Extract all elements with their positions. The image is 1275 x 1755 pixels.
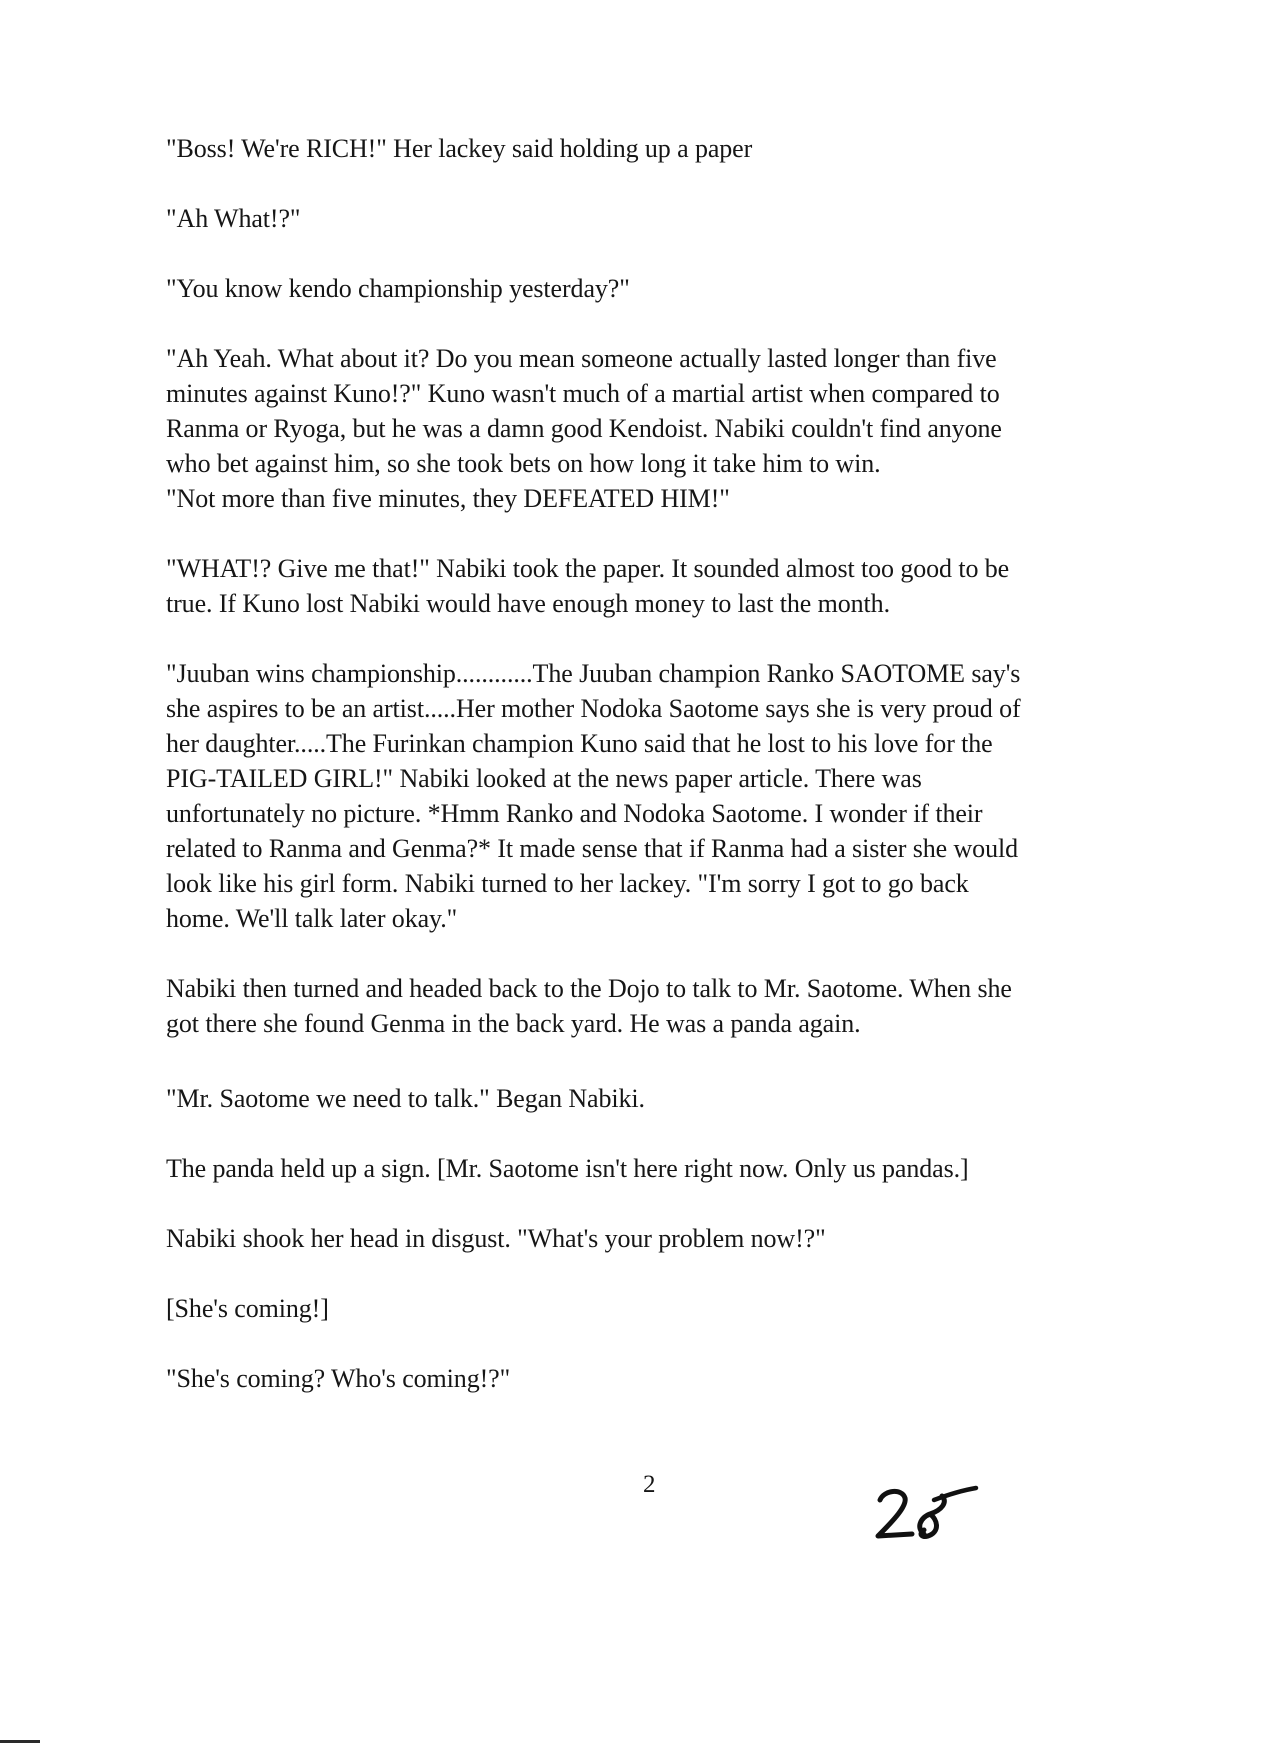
paragraph [166, 271, 1126, 306]
paragraph [166, 341, 1126, 516]
paragraph [166, 1151, 1126, 1186]
text-line: PIG-TAILED GIRL!" Nabiki looked at the news paper article. There was [166, 764, 922, 793]
text-line: The panda held up a sign. [Mr. Saotome isn't here right now. Only us pandas.] [166, 1154, 969, 1183]
text-line: "Boss! We're RICH!" Her lackey said holding up a paper [166, 134, 753, 163]
text-line: got there she found Genma in the back yard. He was a panda again. [166, 1009, 861, 1038]
paragraph [166, 1361, 1126, 1396]
text-line: Nabiki shook her head in disgust. "What's your problem now!?" [166, 1224, 826, 1253]
paragraph [166, 1291, 1126, 1326]
text-line: [She's coming!] [166, 1294, 329, 1323]
text-line: "Mr. Saotome we need to talk." Began Nabiki. [166, 1084, 645, 1113]
text-line: true. If Kuno lost Nabiki would have enough money to last the month. [166, 589, 890, 618]
paragraph [166, 201, 1126, 236]
text-line: look like his girl form. Nabiki turned to her lackey. "I'm sorry I got to go back [166, 869, 969, 898]
page-number: 2 [643, 1471, 656, 1498]
text-line: home. We'll talk later okay." [166, 904, 458, 933]
text-line: "Not more than five minutes, they DEFEATED HIM!" [166, 484, 730, 513]
paragraph [166, 131, 1126, 166]
text-line: her daughter.....The Furinkan champion Kuno said that he lost to his love for the [166, 729, 993, 758]
paragraph [166, 1081, 1126, 1116]
text-line: who bet against him, so she took bets on how long it take him to win. [166, 449, 881, 478]
scan-edge-mark [0, 1740, 40, 1743]
text-line: related to Ranma and Genma?* It made sense that if Ranma had a sister she would [166, 834, 1018, 863]
text-line: "You know kendo championship yesterday?" [166, 274, 630, 303]
text-line: Ranma or Ryoga, but he was a damn good Kendoist. Nabiki couldn't find anyone [166, 414, 1002, 443]
handwritten-page-number [872, 1484, 982, 1544]
text-line: Nabiki then turned and headed back to the Dojo to talk to Mr. Saotome. When she [166, 974, 1012, 1003]
text-line: minutes against Kuno!?" Kuno wasn't much of a martial artist when compared to [166, 379, 1000, 408]
paragraph [166, 1221, 1126, 1256]
text-line: "Juuban wins championship............The Juuban champion Ranko SAOTOME say's [166, 659, 1021, 688]
text-line: unfortunately no picture. *Hmm Ranko and Nodoka Saotome. I wonder if their [166, 799, 983, 828]
text-line: "Ah Yeah. What about it? Do you mean someone actually lasted longer than five [166, 344, 997, 373]
text-line: "She's coming? Who's coming!?" [166, 1364, 511, 1393]
text-line: "Ah What!?" [166, 204, 301, 233]
text-line: "WHAT!? Give me that!" Nabiki took the paper. It sounded almost too good to be [166, 554, 1010, 583]
paragraph [166, 656, 1126, 936]
text-line: she aspires to be an artist.....Her mother Nodoka Saotome says she is very proud of [166, 694, 1021, 723]
paragraph [166, 971, 1126, 1041]
paragraph [166, 551, 1126, 621]
